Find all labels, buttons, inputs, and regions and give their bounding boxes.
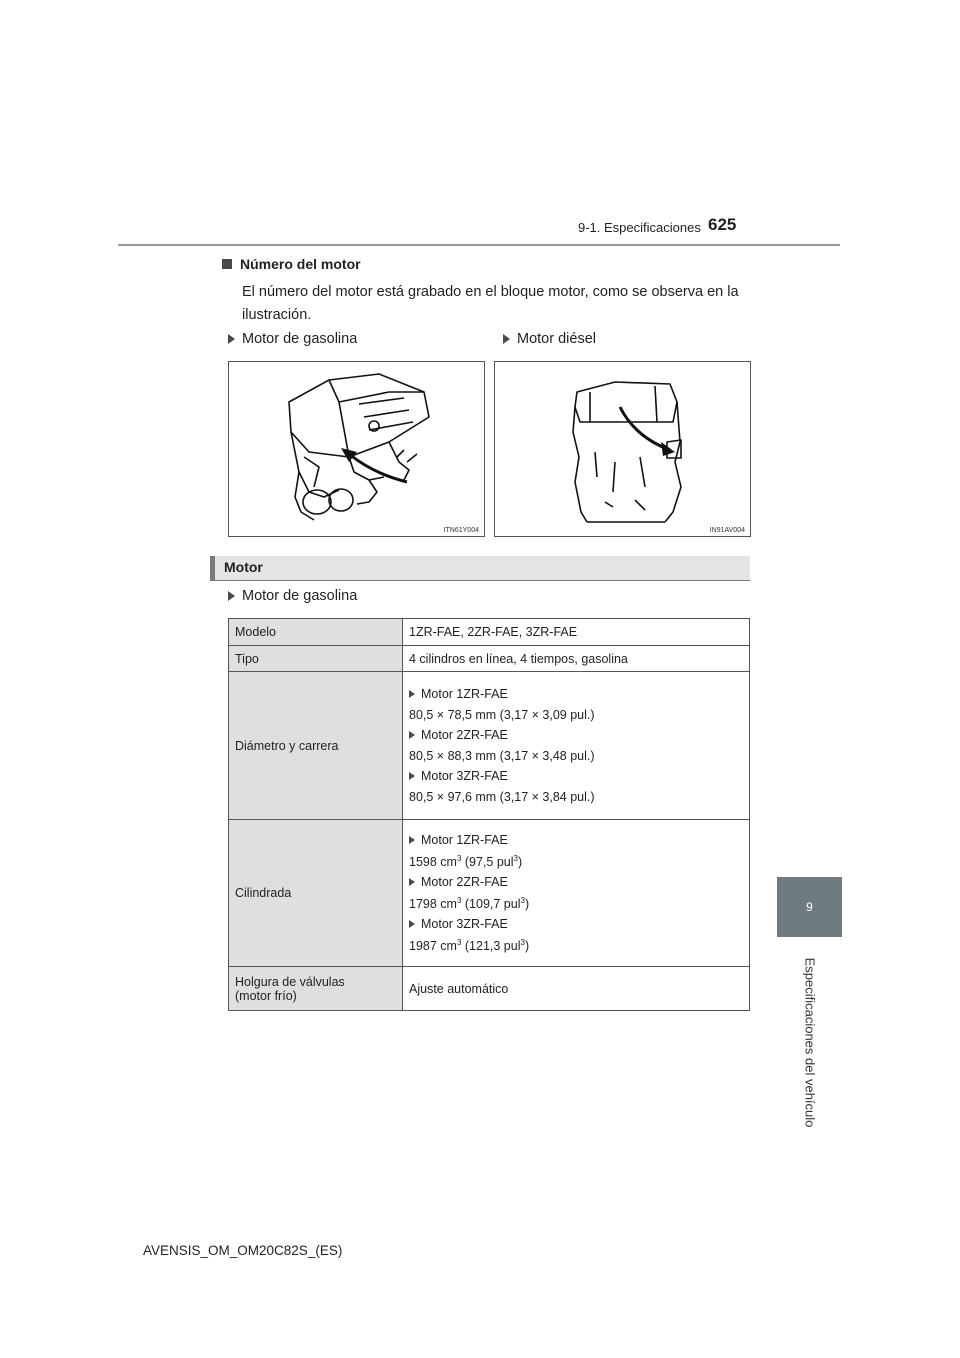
diesel-engine-label-text: Motor diésel [517,331,596,347]
triangle-bullet-icon [409,836,415,844]
list-item [409,917,743,931]
spec-value [403,672,750,820]
displacement-value: 1798 $cm^3$ (109,7 pul$^3$) [409,895,530,912]
spec-value [403,820,750,967]
displacement-value: 1987 $cm^3$ (121,3 pul$^3$) [409,938,530,954]
triangle-bullet-icon [409,772,415,780]
list-item [409,875,743,889]
spec-key: Tipo [229,646,403,672]
bore-value: 80,5 × 97,6 mm (3,17 × 3,84 pul.) [409,790,595,804]
table-row [229,672,750,820]
engine-number-heading-text: Número del motor [240,256,361,272]
gasoline-image-code: ITN61Y004 [443,527,479,534]
engine-variant: Motor 1ZR-FAE [421,832,508,847]
triangle-bullet-icon [409,690,415,698]
page-number: 625 [708,215,737,234]
engine-variant: Motor 1ZR-FAE [421,687,508,701]
engine-number-description: El número del motor está grabado en el bloque motor, como se observa en la ilustración. [242,284,739,323]
section-title: 9-1. Especificaciones [578,220,701,235]
diesel-image-code: IN91AV004 [709,527,745,534]
spec-value: 4 cilindros en línea, 4 tiempos, gasolina [403,646,750,672]
triangle-bullet-icon [409,731,415,739]
spec-value: 1ZR-FAE, 2ZR-FAE, 3ZR-FAE [403,619,750,646]
gasoline-subheading-text: Motor de gasolina [242,588,358,604]
engine-spec-table [228,618,750,1011]
gasoline-engine-label [228,331,357,347]
section-bar [210,556,215,580]
spec-key: Cilindrada [229,820,403,967]
displacement-value: 1598 $cm^3$ (97,5 pul$^3$) [409,853,523,869]
triangle-bullet-icon [228,334,235,344]
list-item [409,833,743,847]
gasoline-subheading [228,588,357,604]
table-row [229,820,750,967]
triangle-bullet-icon [409,920,415,928]
spec-key: Modelo [229,619,403,646]
diesel-engine-label [503,331,596,347]
triangle-bullet-icon [409,878,415,886]
document-code: AVENSIS_OM_OM20C82S_(ES) [143,1243,343,1258]
chapter-number: 9 [806,900,813,914]
table-row [229,619,750,646]
spec-key: Diámetro y carrera [229,672,403,820]
list-item [409,687,743,701]
table-row [229,646,750,672]
chapter-label: Especificaciones del vehículo [802,957,818,1128]
gasoline-engine-illustration [228,361,485,537]
gasoline-engine-label-text: Motor de gasolina [242,331,358,347]
engine-variant: Motor 3ZR-FAE [421,917,508,932]
header-rule [118,244,840,246]
spec-key: Holgura de válvulas (motor frío) [229,967,403,1011]
bore-value: 80,5 × 78,5 mm (3,17 × 3,09 pul.) [409,708,595,722]
table-row [229,967,750,1011]
section-rule [210,580,750,581]
engine-variant: Motor 2ZR-FAE [421,728,508,742]
diesel-engine-illustration [494,361,751,537]
gasoline-engine-drawing [229,362,484,536]
engine-number-heading [222,256,361,272]
list-item [409,769,743,783]
motor-section-header [210,556,750,580]
square-bullet-icon [222,259,232,269]
motor-section-title: Motor [224,559,263,575]
chapter-tab [777,877,842,937]
diesel-engine-drawing [495,362,750,536]
engine-variant: Motor 3ZR-FAE [421,769,508,783]
engine-variant: Motor 2ZR-FAE [421,874,508,889]
bore-value: 80,5 × 88,3 mm (3,17 × 3,48 pul.) [409,749,595,763]
spec-value: Ajuste automático [403,967,750,1011]
list-item [409,728,743,742]
triangle-bullet-icon [503,334,510,344]
triangle-bullet-icon [228,591,235,601]
